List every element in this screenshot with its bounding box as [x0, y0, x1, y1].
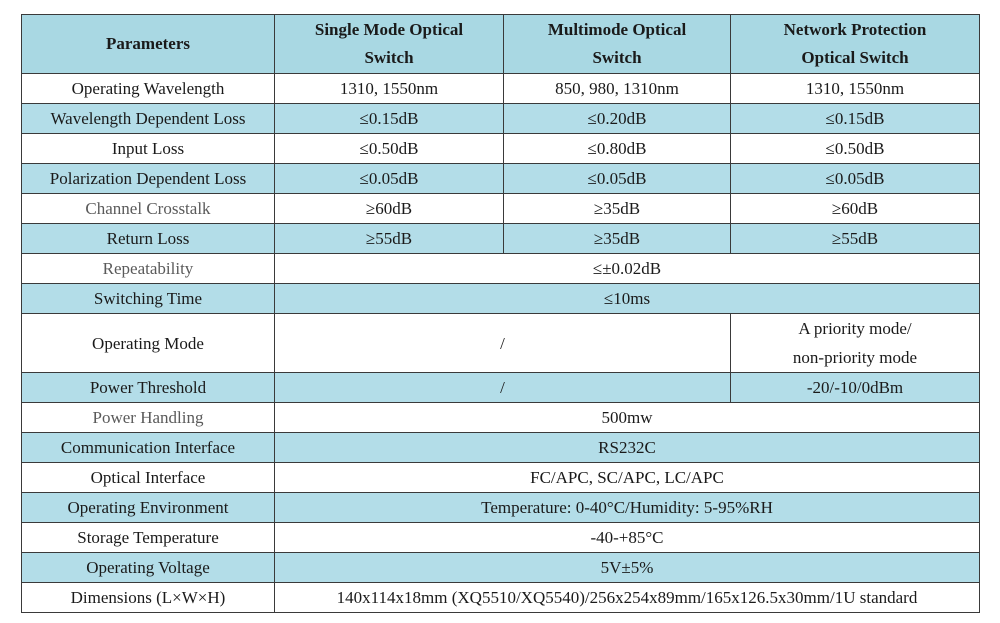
table-row [22, 134, 980, 164]
cell-all-types: 5V±5% [275, 553, 980, 583]
row-label: Communication Interface [22, 433, 275, 463]
row-label: Power Threshold [22, 373, 275, 403]
cell-network-protection: ≤0.05dB [731, 164, 980, 194]
table-row [22, 463, 980, 493]
header-parameters: Parameters [22, 15, 275, 74]
header-single-mode [275, 15, 504, 74]
table-row [22, 553, 980, 583]
table-row [22, 284, 980, 314]
cell-single-mode: 1310, 1550nm [275, 74, 504, 104]
cell-all-types: ≤±0.02dB [275, 254, 980, 284]
operating-mode-line2: non-priority mode [792, 348, 918, 367]
cell-multimode: ≥35dB [504, 194, 731, 224]
row-label: Switching Time [22, 284, 275, 314]
cell-network-protection [731, 314, 980, 373]
cell-single-mode: ≥55dB [275, 224, 504, 254]
cell-multimode: ≤0.20dB [504, 104, 731, 134]
cell-network-protection: -20/-10/0dBm [731, 373, 980, 403]
cell-multimode: ≤0.80dB [504, 134, 731, 164]
cell-network-protection: ≥55dB [731, 224, 980, 254]
row-label: Dimensions (L×W×H) [22, 583, 275, 613]
cell-all-types: -40-+85°C [275, 523, 980, 553]
header-multimode-line2: Switch [592, 48, 642, 67]
cell-all-types: RS232C [275, 433, 980, 463]
table-row [22, 74, 980, 104]
row-label: Channel Crosstalk [22, 194, 275, 224]
cell-network-protection: ≤0.15dB [731, 104, 980, 134]
header-network-protection-line1: Network Protection [783, 20, 927, 39]
cell-multimode: ≥35dB [504, 224, 731, 254]
table-row [22, 314, 980, 373]
cell-all-types: FC/APC, SC/APC, LC/APC [275, 463, 980, 493]
row-label: Polarization Dependent Loss [22, 164, 275, 194]
table-row [22, 403, 980, 433]
row-label: Return Loss [22, 224, 275, 254]
cell-network-protection: 1310, 1550nm [731, 74, 980, 104]
header-network-protection [731, 15, 980, 74]
row-label: Storage Temperature [22, 523, 275, 553]
header-network-protection-line2: Optical Switch [801, 48, 909, 67]
table-row [22, 523, 980, 553]
operating-mode-line1: A priority mode/ [798, 319, 912, 338]
cell-single-mode: ≤0.50dB [275, 134, 504, 164]
table-row [22, 254, 980, 284]
cell-single-mode: ≥60dB [275, 194, 504, 224]
cell-single-mode: ≤0.05dB [275, 164, 504, 194]
header-row [22, 15, 980, 74]
row-label: Operating Environment [22, 493, 275, 523]
table-row [22, 224, 980, 254]
header-single-mode-line2: Switch [364, 48, 414, 67]
cell-multimode: 850, 980, 1310nm [504, 74, 731, 104]
table-row [22, 493, 980, 523]
header-multimode [504, 15, 731, 74]
row-label: Optical Interface [22, 463, 275, 493]
cell-single-and-multimode: / [275, 314, 731, 373]
table-row [22, 373, 980, 403]
row-label: Power Handling [22, 403, 275, 433]
cell-all-types: ≤10ms [275, 284, 980, 314]
header-multimode-line1: Multimode Optical [547, 20, 687, 39]
row-label: Input Loss [22, 134, 275, 164]
row-label: Operating Voltage [22, 553, 275, 583]
table-row [22, 194, 980, 224]
cell-all-types: Temperature: 0-40°C/Humidity: 5-95%RH [275, 493, 980, 523]
row-label: Repeatability [22, 254, 275, 284]
cell-network-protection: ≤0.50dB [731, 134, 980, 164]
row-label: Wavelength Dependent Loss [22, 104, 275, 134]
spec-table [21, 14, 980, 613]
cell-network-protection: ≥60dB [731, 194, 980, 224]
cell-multimode: ≤0.05dB [504, 164, 731, 194]
table-row [22, 433, 980, 463]
table-row [22, 164, 980, 194]
row-label: Operating Wavelength [22, 74, 275, 104]
table-row [22, 104, 980, 134]
row-label: Operating Mode [22, 314, 275, 373]
cell-all-types: 140x114x18mm (XQ5510/XQ5540)/256x254x89mm/165x126.5x30mm/1U standard [275, 583, 980, 613]
cell-single-mode: ≤0.15dB [275, 104, 504, 134]
table-row [22, 583, 980, 613]
cell-single-and-multimode: / [275, 373, 731, 403]
header-single-mode-line1: Single Mode Optical [314, 20, 464, 39]
cell-all-types: 500mw [275, 403, 980, 433]
